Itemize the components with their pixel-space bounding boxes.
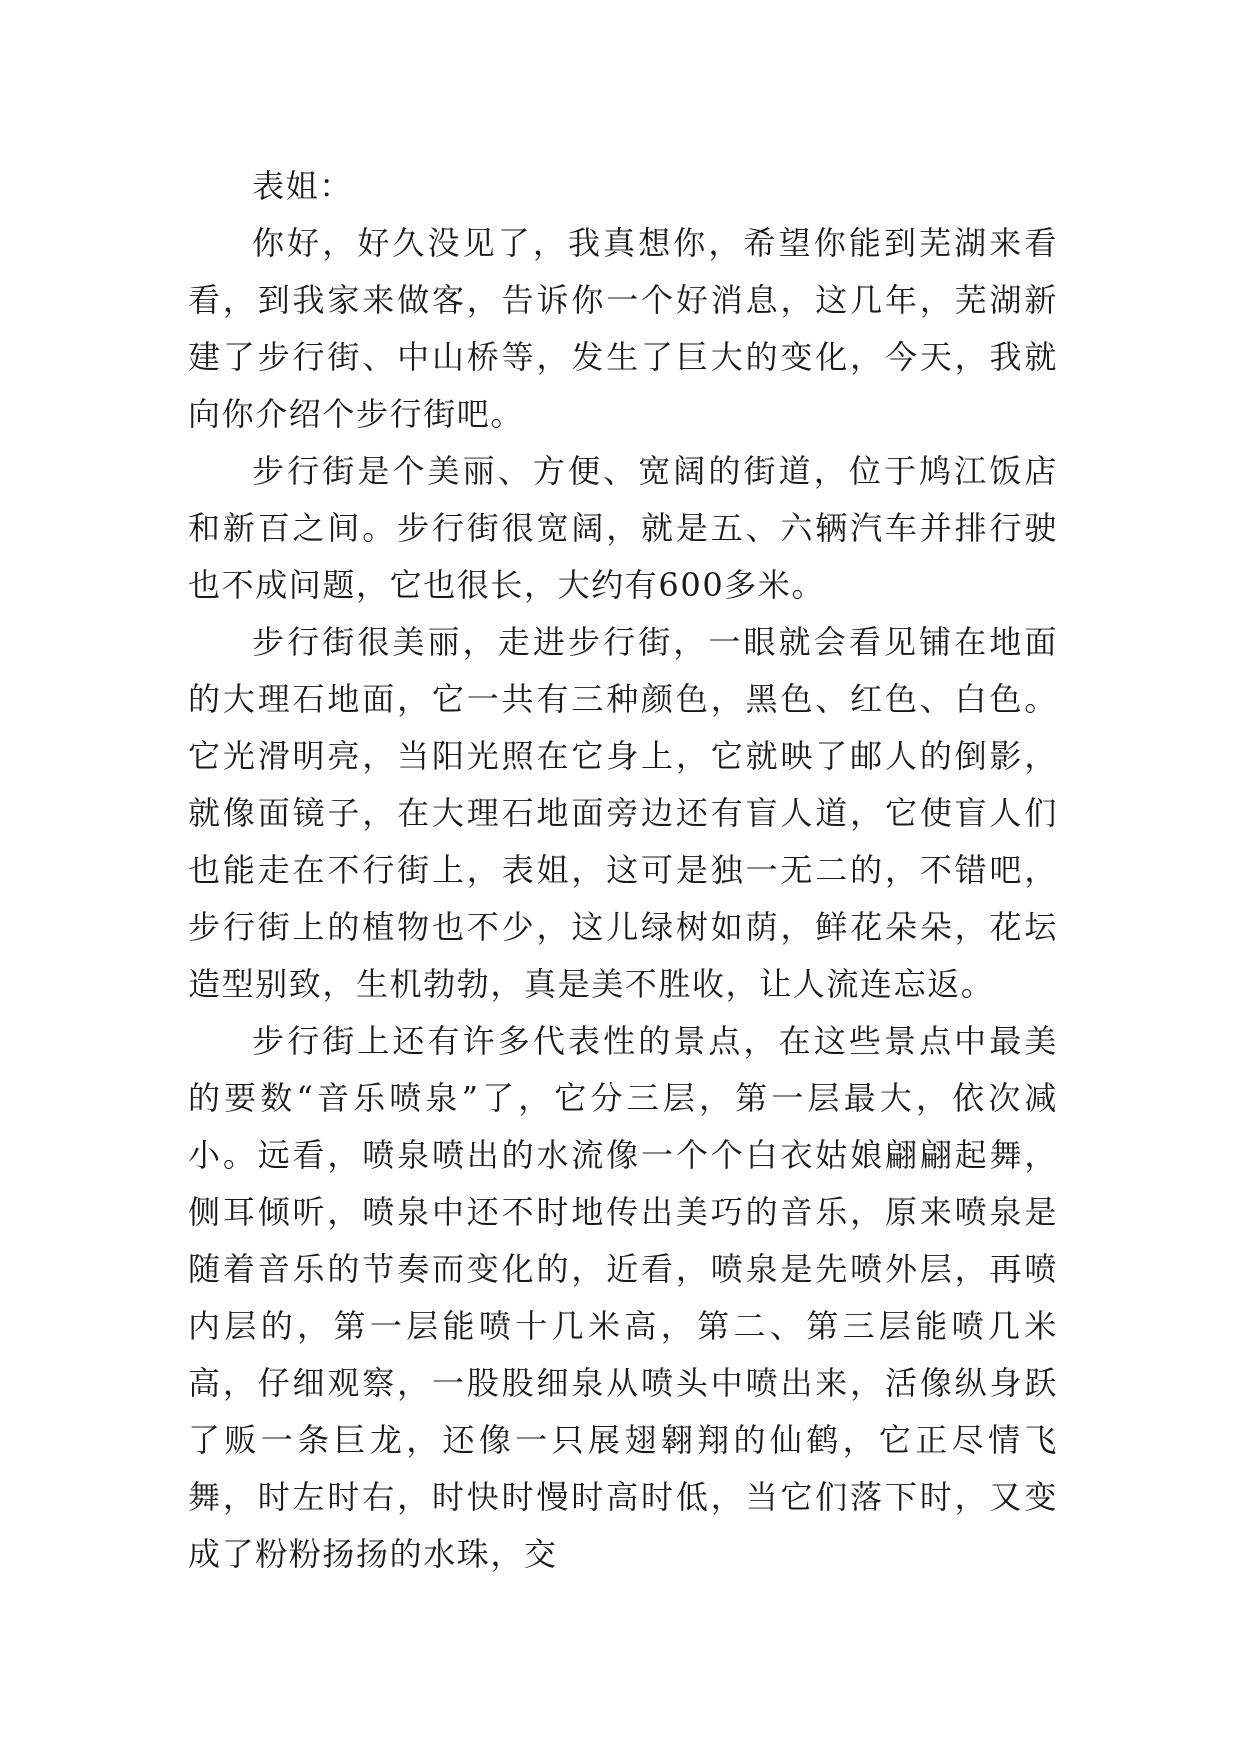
letter-salutation: 表姐： (252, 167, 353, 205)
paragraph-greeting: 你好，好久没见了，我真想你，希望你能到芜湖来看看，到我家来做客，告诉你一个好消息，这几年，芜湖新建了步行街、中山桥等，发生了巨大的变化，今天，我就向你介绍个步行街吧。 (188, 224, 1058, 433)
paragraph-street-beauty: 步行街很美丽，走进步行街，一眼就会看见铺在地面的大理石地面，它一共有三种颜色，黑色、红色、白色。它光滑明亮，当阳光照在它身上，它就映了邮人的倒影，就像面镜子，在大理石地面旁边还有盲人道，它使盲人们也能走在不行街上，表姐，这可是独一无二的，不错吧，步行街上的植物也不少，这儿绿树如荫，鲜花朵朵，花坛造型别致，生机勃勃，真是美不胜收，让人流连忘返。 (188, 623, 1058, 1003)
paragraph-music-fountain: 步行街上还有许多代表性的景点，在这些景点中最美的要数“音乐喷泉”了，它分三层，第一层最大，依次减小。远看，喷泉喷出的水流像一个个白衣姑娘翩翩起舞，侧耳倾听，喷泉中还不时地传出美巧的音乐，原来喷泉是随着音乐的节奏而变化的，近看，喷泉是先喷外层，再喷内层的，第一层能喷十几米高，第二、第三层能喷几米高，仔细观察，一股股细泉从喷头中喷出来，活像纵身跃了贩一条巨龙，还像一只展翅翱翔的仙鹤，它正尽情飞舞，时左时右，时快时慢时高时低，当它们落下时，又变成了粉粉扬扬的水珠，交 (188, 1022, 1058, 1573)
paragraph-street-location: 步行街是个美丽、方便、宽阔的街道，位于鸠江饭店和新百之间。步行街很宽阔，就是五、六辆汽车并排行驶也不成问题，它也很长，大约有600多米。 (188, 452, 1058, 604)
letter-body (188, 158, 1058, 1583)
